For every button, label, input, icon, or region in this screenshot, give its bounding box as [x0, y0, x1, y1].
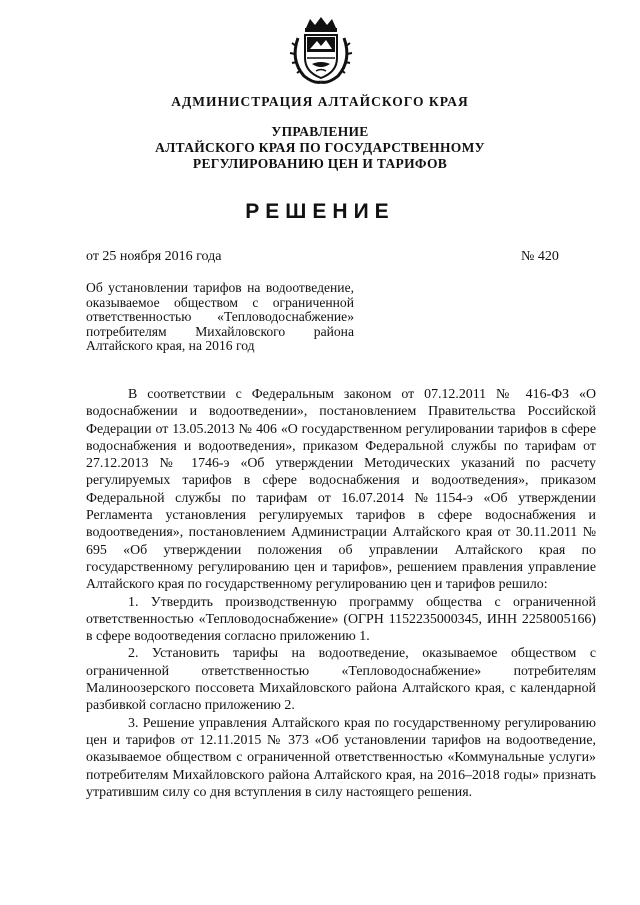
department-title [60, 124, 580, 172]
preamble-paragraph: В соответствии с Федеральным законом от 07.12.2011 № 416-ФЗ «О водоснабжении и водоотведении», постановлением Правительства Российской Федерации от 13.05.2013 № 406 «О государственном регулировании тарифов в сфере водоснабжения и водоотведения», приказом Федеральной службы по тарифам от 27.12.2013 № 1746-э «Об утверждении Методических указаний по расчету регулируемых тарифов в сфере водоснабжения и водоотведения», приказом Федеральной службы по тарифам от 16.07.2014 №1154-э «Об утверждении Регламента установления регулируемых тарифов в сфере водоснабжения и водоотведения», постановлением Администрации Алтайского края от 30.11.2011 № 695 «Об утверждении положения об управлении Алтайского края по государственному регулированию цен и тарифов», решением правления управление Алтайского края по государственному регулированию цен и тарифов решило: [86, 387, 596, 593]
department-line: РЕГУЛИРОВАНИЮ ЦЕН И ТАРИФОВ [192, 156, 448, 171]
altai-krai-coat-of-arms-icon [288, 16, 354, 86]
document-date: от 25 ноября 2016 года [86, 249, 222, 264]
administration-title: АДМИНИСТРАЦИЯ АЛТАЙСКОГО КРАЯ [171, 94, 469, 109]
department-line: УПРАВЛЕНИЕ [271, 124, 369, 139]
decision-item: 2. Установить тарифы на водоотведение, оказываемое обществом с ограниченной ответственностью «Тепловодоснабжение» потребителям Малиноозерского поссовета Михайловского района Алтайского края, с календарной разбивкой согласно приложению 2. [86, 646, 596, 714]
decision-item: 3. Решение управления Алтайского края по государственному регулированию цен и тарифов от 12.11.2015 № 373 «Об установлении тарифов на водоотведение, оказываемое обществом с ограниченной ответственностью «Коммунальные услуги» потребителям Михайловского района Алтайского края, на 2016–2018 годы» признать утратившим силу со дня вступления в силу настоящего решения. [86, 715, 596, 800]
decision-item: 1. Утвердить производственную программу общества с ограниченной ответственностью «Тепловодоснабжение» (ОГРН 1152235000345, ИНН 2258005166) в сфере водоотведения согласно приложению 1. [86, 594, 596, 645]
department-line: АЛТАЙСКОГО КРАЯ ПО ГОСУДАРСТВЕННОМУ [155, 140, 485, 155]
document-subject: Об установлении тарифов на водоотведение, оказываемое обществом с ограниченной ответственностью «Тепловодоснабжение» потребителям Михайловского района Алтайского края, на 2016 год [86, 280, 354, 354]
document-number: № 420 [521, 249, 559, 264]
document-body [86, 386, 596, 801]
document-type-title: РЕШЕНИЕ [245, 200, 395, 223]
